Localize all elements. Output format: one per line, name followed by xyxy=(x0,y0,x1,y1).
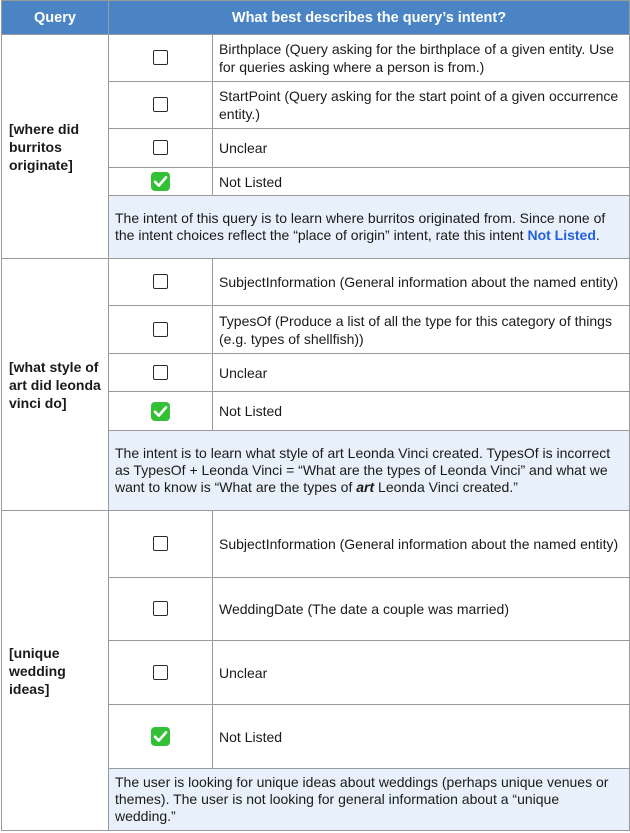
query-cell: [where did burritos originate] xyxy=(2,35,109,259)
checkbox-cell[interactable] xyxy=(109,578,213,641)
checkbox-cell[interactable] xyxy=(109,168,213,196)
emphasis-art: art xyxy=(356,479,375,495)
checkbox-cell[interactable] xyxy=(109,641,213,705)
checkbox-empty-icon[interactable] xyxy=(153,665,168,680)
option-label: Not Listed xyxy=(213,168,630,196)
checkbox-empty-icon[interactable] xyxy=(153,274,168,289)
intent-rating-table xyxy=(1,0,630,831)
option-label: WeddingDate (The date a couple was married) xyxy=(213,578,630,641)
option-label: StartPoint (Query asking for the start point of a given occurrence entity.) xyxy=(213,82,630,129)
option-label: TypesOf (Produce a list of all the type for this category of things (e.g. types of shellfish)) xyxy=(213,306,630,354)
checkmark-green-icon[interactable] xyxy=(151,727,170,746)
option-label: SubjectInformation (General information about the named entity) xyxy=(213,511,630,578)
query-cell: [what style of art did leonda vinci do] xyxy=(2,259,109,511)
checkbox-cell[interactable] xyxy=(109,35,213,82)
option-label: Birthplace (Query asking for the birthplace of a given entity. Use for queries asking where a person is from.) xyxy=(213,35,630,82)
option-row xyxy=(2,259,630,306)
checkbox-empty-icon[interactable] xyxy=(153,97,168,112)
checkbox-empty-icon[interactable] xyxy=(153,322,168,337)
checkbox-cell[interactable] xyxy=(109,259,213,306)
option-label: Unclear xyxy=(213,354,630,392)
explanation-text: The intent is to learn what style of art Leonda Vinci created. TypesOf is incorrect as TypesOf + Leonda Vinci = “What are the types of Leonda Vinci” and what we want to know is “What are the types of art Leonda Vinci created.” xyxy=(109,431,630,511)
checkbox-cell[interactable] xyxy=(109,511,213,578)
option-row xyxy=(2,511,630,578)
option-label: Unclear xyxy=(213,129,630,168)
checkbox-cell[interactable] xyxy=(109,129,213,168)
checkbox-empty-icon[interactable] xyxy=(153,140,168,155)
explanation-text: The intent of this query is to learn where burritos originated from. Since none of the intent choices reflect the “place of origin” intent, rate this intent Not Listed. xyxy=(109,196,630,259)
highlight-not-listed: Not Listed xyxy=(527,227,596,243)
checkbox-cell[interactable] xyxy=(109,306,213,354)
checkbox-cell[interactable] xyxy=(109,705,213,769)
table-header-row xyxy=(2,1,630,35)
checkbox-cell[interactable] xyxy=(109,354,213,392)
header-query: Query xyxy=(2,1,109,35)
checkmark-green-icon[interactable] xyxy=(151,402,170,421)
checkbox-empty-icon[interactable] xyxy=(153,50,168,65)
query-cell: [unique wedding ideas] xyxy=(2,511,109,831)
checkbox-empty-icon[interactable] xyxy=(153,365,168,380)
checkbox-cell[interactable] xyxy=(109,82,213,129)
checkmark-green-icon[interactable] xyxy=(151,172,170,191)
option-label: Unclear xyxy=(213,641,630,705)
checkbox-empty-icon[interactable] xyxy=(153,601,168,616)
checkbox-empty-icon[interactable] xyxy=(153,536,168,551)
option-label: Not Listed xyxy=(213,705,630,769)
checkbox-cell[interactable] xyxy=(109,392,213,431)
explanation-text: The user is looking for unique ideas about weddings (perhaps unique venues or themes). The user is not looking for general information about a “unique wedding.” xyxy=(109,769,630,831)
header-intent: What best describes the query’s intent? xyxy=(109,1,630,35)
option-label: Not Listed xyxy=(213,392,630,431)
option-label: SubjectInformation (General information about the named entity) xyxy=(213,259,630,306)
option-row xyxy=(2,35,630,82)
